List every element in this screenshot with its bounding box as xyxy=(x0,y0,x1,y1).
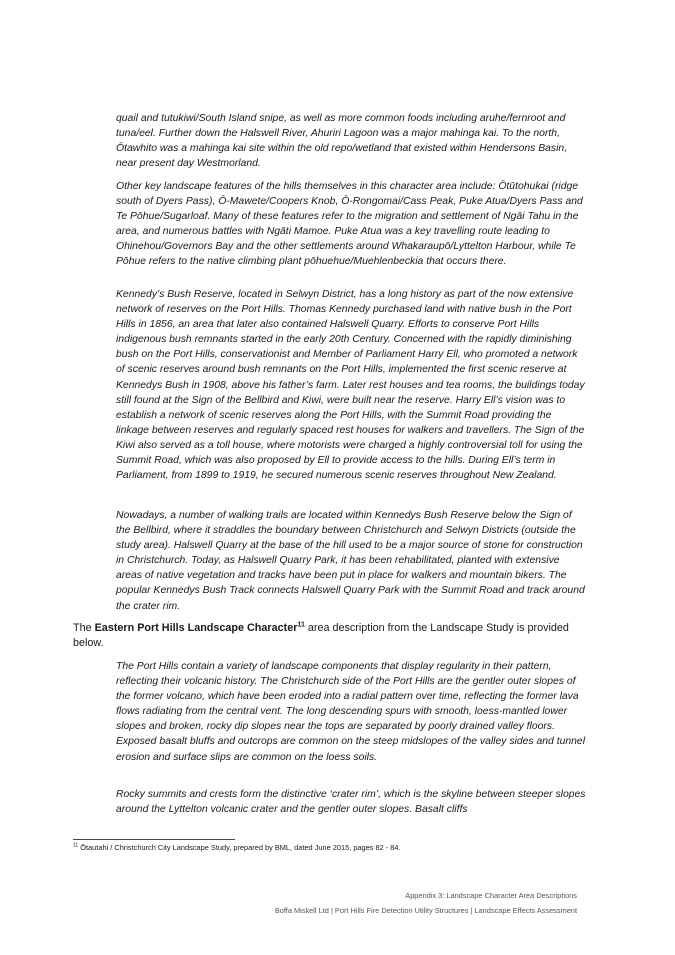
landscape-character-name: Eastern Port Hills Landscape Character xyxy=(94,622,298,634)
intro-prefix: The xyxy=(73,622,95,634)
quote-paragraph-2: Other key landscape features of the hills themselves in this character area include: Ōtūtohukai (ridge south of Dyers Pass), Ō-Mawete/Coopers Knob, Ō-Rongomai/Cass Peak, Puke Atua/Dyers Pass and Te Pōhue/Sugarloaf. Many of these features refer to the migration and settlement of Ngāi Tahu in the area, and numerous battles with Ngāti Mamoe. Puke Atua was a key travelling route leading to Ohinehou/Governors Bay and the other settlements around Whakaraupō/Lyttelton Harbour, while Te Pōhue refers to the native climbing plant pōhuehue/Muehlenbeckia that occurs there. xyxy=(116,181,583,268)
footer-appendix-title: Appendix 3: Landscape Character Area Descriptions xyxy=(405,891,577,900)
intro-suffix: area description from the Landscape Study is provided below. xyxy=(73,622,569,650)
quote-paragraph-6: Rocky summits and crests form the distinctive ‘crater rim’, which is the skyline between steeper slopes around the Lyttelton volcanic crater and the gentler outer slopes. Basalt cliffs xyxy=(116,789,586,816)
footer-report-title: Boffa Miskell Ltd | Port Hills Fire Detection Utility Structures | Landscape Effects Assessment xyxy=(274,906,577,915)
quote-paragraph-4: Nowadays, a number of walking trails are located within Kennedys Bush Reserve below the Sign of the Bellbird, where it straddles the boundary between Christchurch and Selwyn Districts (outside the study area). Halswell Quarry at the base of the hill used to be a major source of stone for construction in Christchurch. Today, as Halswell Quarry Park, it has been rehabilitated, planted with extensive areas of native vegetation and tracks have been put in place for walkers and mountain bikers. The popular Kennedys Bush Track connects Halswell Quarry Park with the Summit Road and track around the crater rim. xyxy=(116,510,585,612)
footnote xyxy=(73,843,401,853)
footnote-reference[interactable]: 11 xyxy=(297,621,305,629)
intro-paragraph xyxy=(73,621,593,651)
quote-paragraph-5: The Port Hills contain a variety of landscape components that display regularity in their pattern, reflecting their volcanic history. The Christchurch side of the Port Hills are the gentler outer slopes of the former volcano, which have been eroded into a radial pattern over time, reflecting the former lava flows radiating from the central vent. The long descending spurs with smooth, loess-mantled lower slopes and broken, rocky dip slopes near the tops are separated by poorly drained valley floors. Exposed basalt bluffs and outcrops are common on the steep midslopes of the valley sides and tunnel erosion and surface slips are common on the loess soils. xyxy=(116,661,586,763)
quote-paragraph-3: Kennedy’s Bush Reserve, located in Selwyn District, has a long history as part of the now extensive network of reserves on the Port Hills. Thomas Kennedy purchased land with native bush in the Port Hills in 1856, an area that later also contained Halswell Quarry. Efforts to conserve Port Hills indigenous bush remnants started in the early 20th Century. Concerned with the rapidly diminishing bush on the Port Hills, conservationist and Member of Parliament Harry Ell, who promoted a network of scenic reserves around bush remnants on the Port Hills, implemented the first scenic reserve at Kennedys Bush in 1908, above his father’s farm. Later rest houses and tea rooms, the buildings today still found at the Sign of the Bellbird and Kiwi, were built near the reserve. Harry Ell’s vision was to establish a network of scenic reserves along the Port Hills, with the Summit Road providing the linkage between reserves and regularly spaced rest houses for walkers and travellers. The Sign of the Kiwi also served as a toll house, where motorists were charged a highly controversial toll for using the Summit Road, which was also proposed by Ell to provide access to the hills. During Ell’s term in Parliament, from 1899 to 1919, he secured numerous scenic reserves throughout New Zealand. xyxy=(116,289,585,482)
footnote-text: Ōtautahi / Christchurch City Landscape Study, prepared by BML, dated June 2015, pages 82 - 84. xyxy=(78,843,401,852)
quote-paragraph-1: quail and tutukiwi/South Island snipe, as well as more common foods including aruhe/fernroot and tuna/eel. Further down the Halswell River, Ahuriri Lagoon was a major mahinga kai. To the north, Ōtawhito was a mahinga kai site within the old repo/wetland that existed within Hendersons Basin, near present day Westmorland. xyxy=(116,113,568,170)
footnote-divider xyxy=(73,839,235,840)
footnote-number: 11 xyxy=(73,842,79,849)
